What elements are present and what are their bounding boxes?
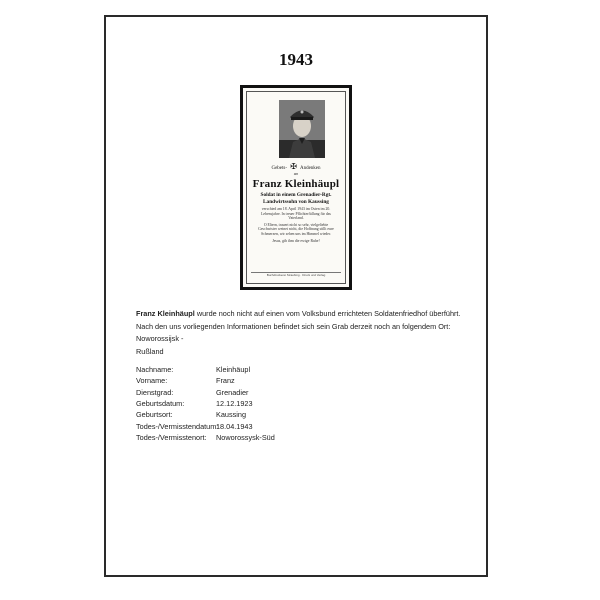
fact-row: [136, 409, 275, 420]
fact-label: Dienstgrad:: [136, 387, 174, 397]
fact-value: Franz: [216, 376, 235, 386]
fact-value: 18.04.1943: [216, 421, 253, 431]
fact-value: Kleinhäupl: [216, 365, 251, 375]
fact-row: [136, 420, 275, 431]
fact-row: [136, 375, 275, 386]
fact-row: [136, 387, 275, 398]
intro-text: [136, 308, 466, 358]
memorial-card: [240, 85, 352, 290]
card-body-paragraph: O Eltern, trauert nicht so sehr, vielgeliebte Geschwister weinet nicht, die Hoffnung stillt eure Schmerzen, wir sehen uns im Himmel wieder.: [258, 222, 334, 236]
fact-label: Geburtsort:: [136, 410, 173, 420]
fact-row: [136, 364, 275, 375]
fact-label: Todes-/Vermisstendatum:: [136, 421, 219, 431]
fact-value: Grenadier: [216, 387, 249, 397]
fact-label: Nachname:: [136, 365, 174, 375]
year-heading: 1943: [279, 50, 313, 69]
memorial-card-frame: [246, 91, 346, 284]
fact-row: [136, 398, 275, 409]
document-sheet: [104, 15, 488, 577]
intro-sentence-1-rest: wurde noch nicht auf einen vom Volksbund errichteten Soldatenfriedhof überführt.: [194, 309, 461, 318]
fact-value: 12.12.1923: [216, 399, 253, 409]
card-heading-right: Andenken: [299, 166, 321, 171]
fact-label: Vorname:: [136, 376, 168, 386]
fact-value: Kaussing: [216, 410, 247, 420]
card-heading-left: Gebets-: [271, 166, 288, 171]
card-heading: [251, 162, 341, 171]
card-printer-footer: Buchdruckerei Straubing · Druck und Verlag: [251, 272, 341, 278]
card-rank-line: Soldat in einem Grenadier-Rgt.: [260, 192, 332, 198]
intro-sentence-1: [136, 308, 466, 321]
intro-name: Franz Kleinhäupl: [136, 309, 195, 318]
facts-table: [136, 364, 275, 443]
soldier-portrait-photo: [279, 100, 325, 158]
intro-sentence-2-cont: Rußland: [136, 346, 164, 356]
fact-label: Todes-/Vermisstenort:: [136, 432, 207, 442]
card-body-paragraph: verschied am 18. April 1943 im Osten im 20. Lebensjahre. In treuer Pflichterfüllung für das Vaterland.: [261, 207, 331, 221]
intro-sentence-2: Nach den uns vorliegenden Informationen befindet sich sein Grab derzeit noch an folgendem Ort: Noworossijsk -: [136, 321, 451, 343]
portrait-image: [279, 100, 325, 158]
card-origin-line: Landwirtssohn von Kaussing: [263, 199, 329, 205]
card-body-paragraph: Jesus, gib ihm die ewige Ruhe!: [272, 238, 320, 243]
fact-label: Geburtsdatum:: [136, 399, 185, 409]
iron-cross-icon: ✠: [290, 162, 297, 171]
card-body-text: [254, 207, 338, 245]
fact-row: [136, 432, 275, 443]
fact-value: Noworossysk-Süd: [216, 432, 275, 442]
card-name: Franz Kleinhäupl: [252, 178, 340, 190]
card-heading-sub: an: [293, 171, 299, 176]
